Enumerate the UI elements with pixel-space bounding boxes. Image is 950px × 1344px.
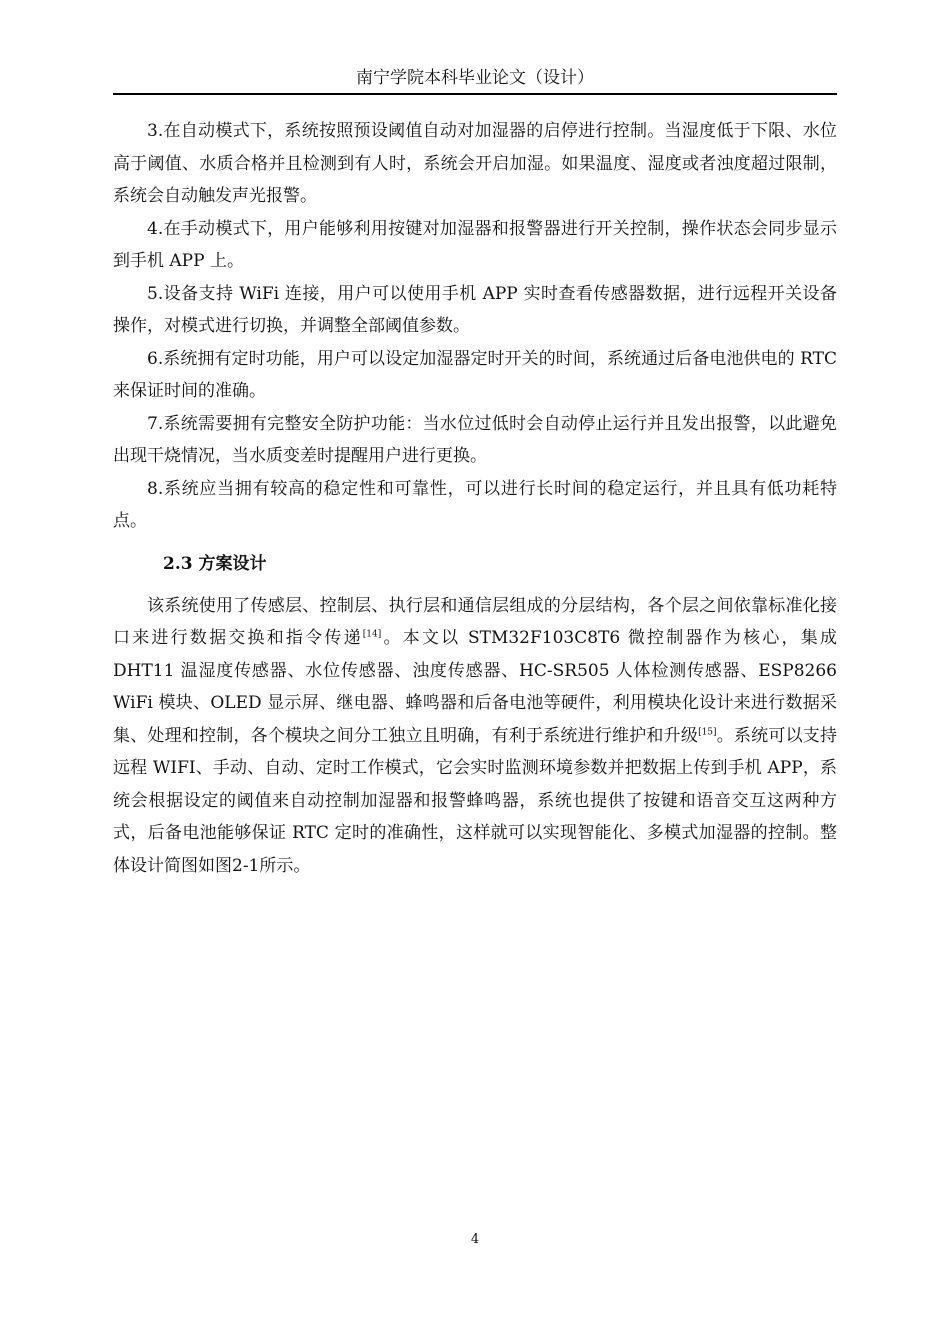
list-item-7: 7.系统需要拥有完整安全防护功能：当水位过低时会自动停止运行并且发出报警，以此避免出现干烧情况，当水质变差时提醒用户进行更换。 bbox=[113, 413, 837, 466]
citation-14: [14] bbox=[362, 629, 382, 640]
header-divider bbox=[113, 93, 837, 95]
list-item-4: 4.在手动模式下，用户能够利用按键对加湿器和报警器进行开关控制，操作状态会同步显示到手机 APP 上。 bbox=[113, 218, 837, 271]
list-item-5: 5.设备支持 WiFi 连接，用户可以使用手机 APP 实时查看传感器数据，进行远程开关设备操作，对模式进行切换，并调整全部阈值参数。 bbox=[113, 283, 837, 336]
page-number: 4 bbox=[470, 1232, 480, 1247]
section-paragraph bbox=[113, 590, 837, 883]
section-text-part-1: 该系统使用了传感层、控制层、执行层和通信层组成的分层结构，各个层之间依靠标准化接口来进行数据交换和指令传递 bbox=[113, 595, 837, 648]
section-text-part-3: 。系统可以支持远程 WIFI、手动、自动、定时工作模式，它会实时监测环境参数并把数据上传到手机 APP，系统会根据设定的阈值来自动控制加湿器和报警蜂鸣器，系统也提供了按键和语音交互这两种方式，后备电池能够保证 RTC 定时的准确性，这样就可以实现智能化、多模式加湿器的控制。整体设计简图如图2-1所示。 bbox=[113, 725, 838, 876]
list-item-8: 8.系统应当拥有较高的稳定性和可靠性，可以进行长时间的稳定运行，并且具有低功耗特点。 bbox=[113, 478, 837, 531]
list-item-6: 6.系统拥有定时功能，用户可以设定加湿器定时开关的时间，系统通过后备电池供电的 RTC 来保证时间的准确。 bbox=[113, 348, 837, 401]
section-heading: 2.3 方案设计 bbox=[163, 553, 267, 574]
running-header: 南宁学院本科毕业论文（设计） bbox=[356, 68, 594, 88]
citation-15: [15] bbox=[698, 726, 717, 737]
document-body bbox=[113, 115, 837, 882]
section-text-part-2: 。本文以 STM32F103C8T6 微控制器作为核心，集成 DHT11 温湿度传感器、水位传感器、浊度传感器、HC-SR505 人体检测传感器、ESP8266 WiFi 模块、OLED 显示屏、继电器、蜂鸣器和后备电池等硬件，利用模块化设计来进行数据采集、处理和控制，各个模块之间分工独立且明确，有利于系统进行维护和升级 bbox=[113, 628, 837, 746]
list-item-3: 3.在自动模式下，系统按照预设阈值自动对加湿器的启停进行控制。当湿度低于下限、水位高于阈值、水质合格并且检测到有人时，系统会开启加湿。如果温度、湿度或者浊度超过限制，系统会自动触发声光报警。 bbox=[113, 121, 837, 206]
